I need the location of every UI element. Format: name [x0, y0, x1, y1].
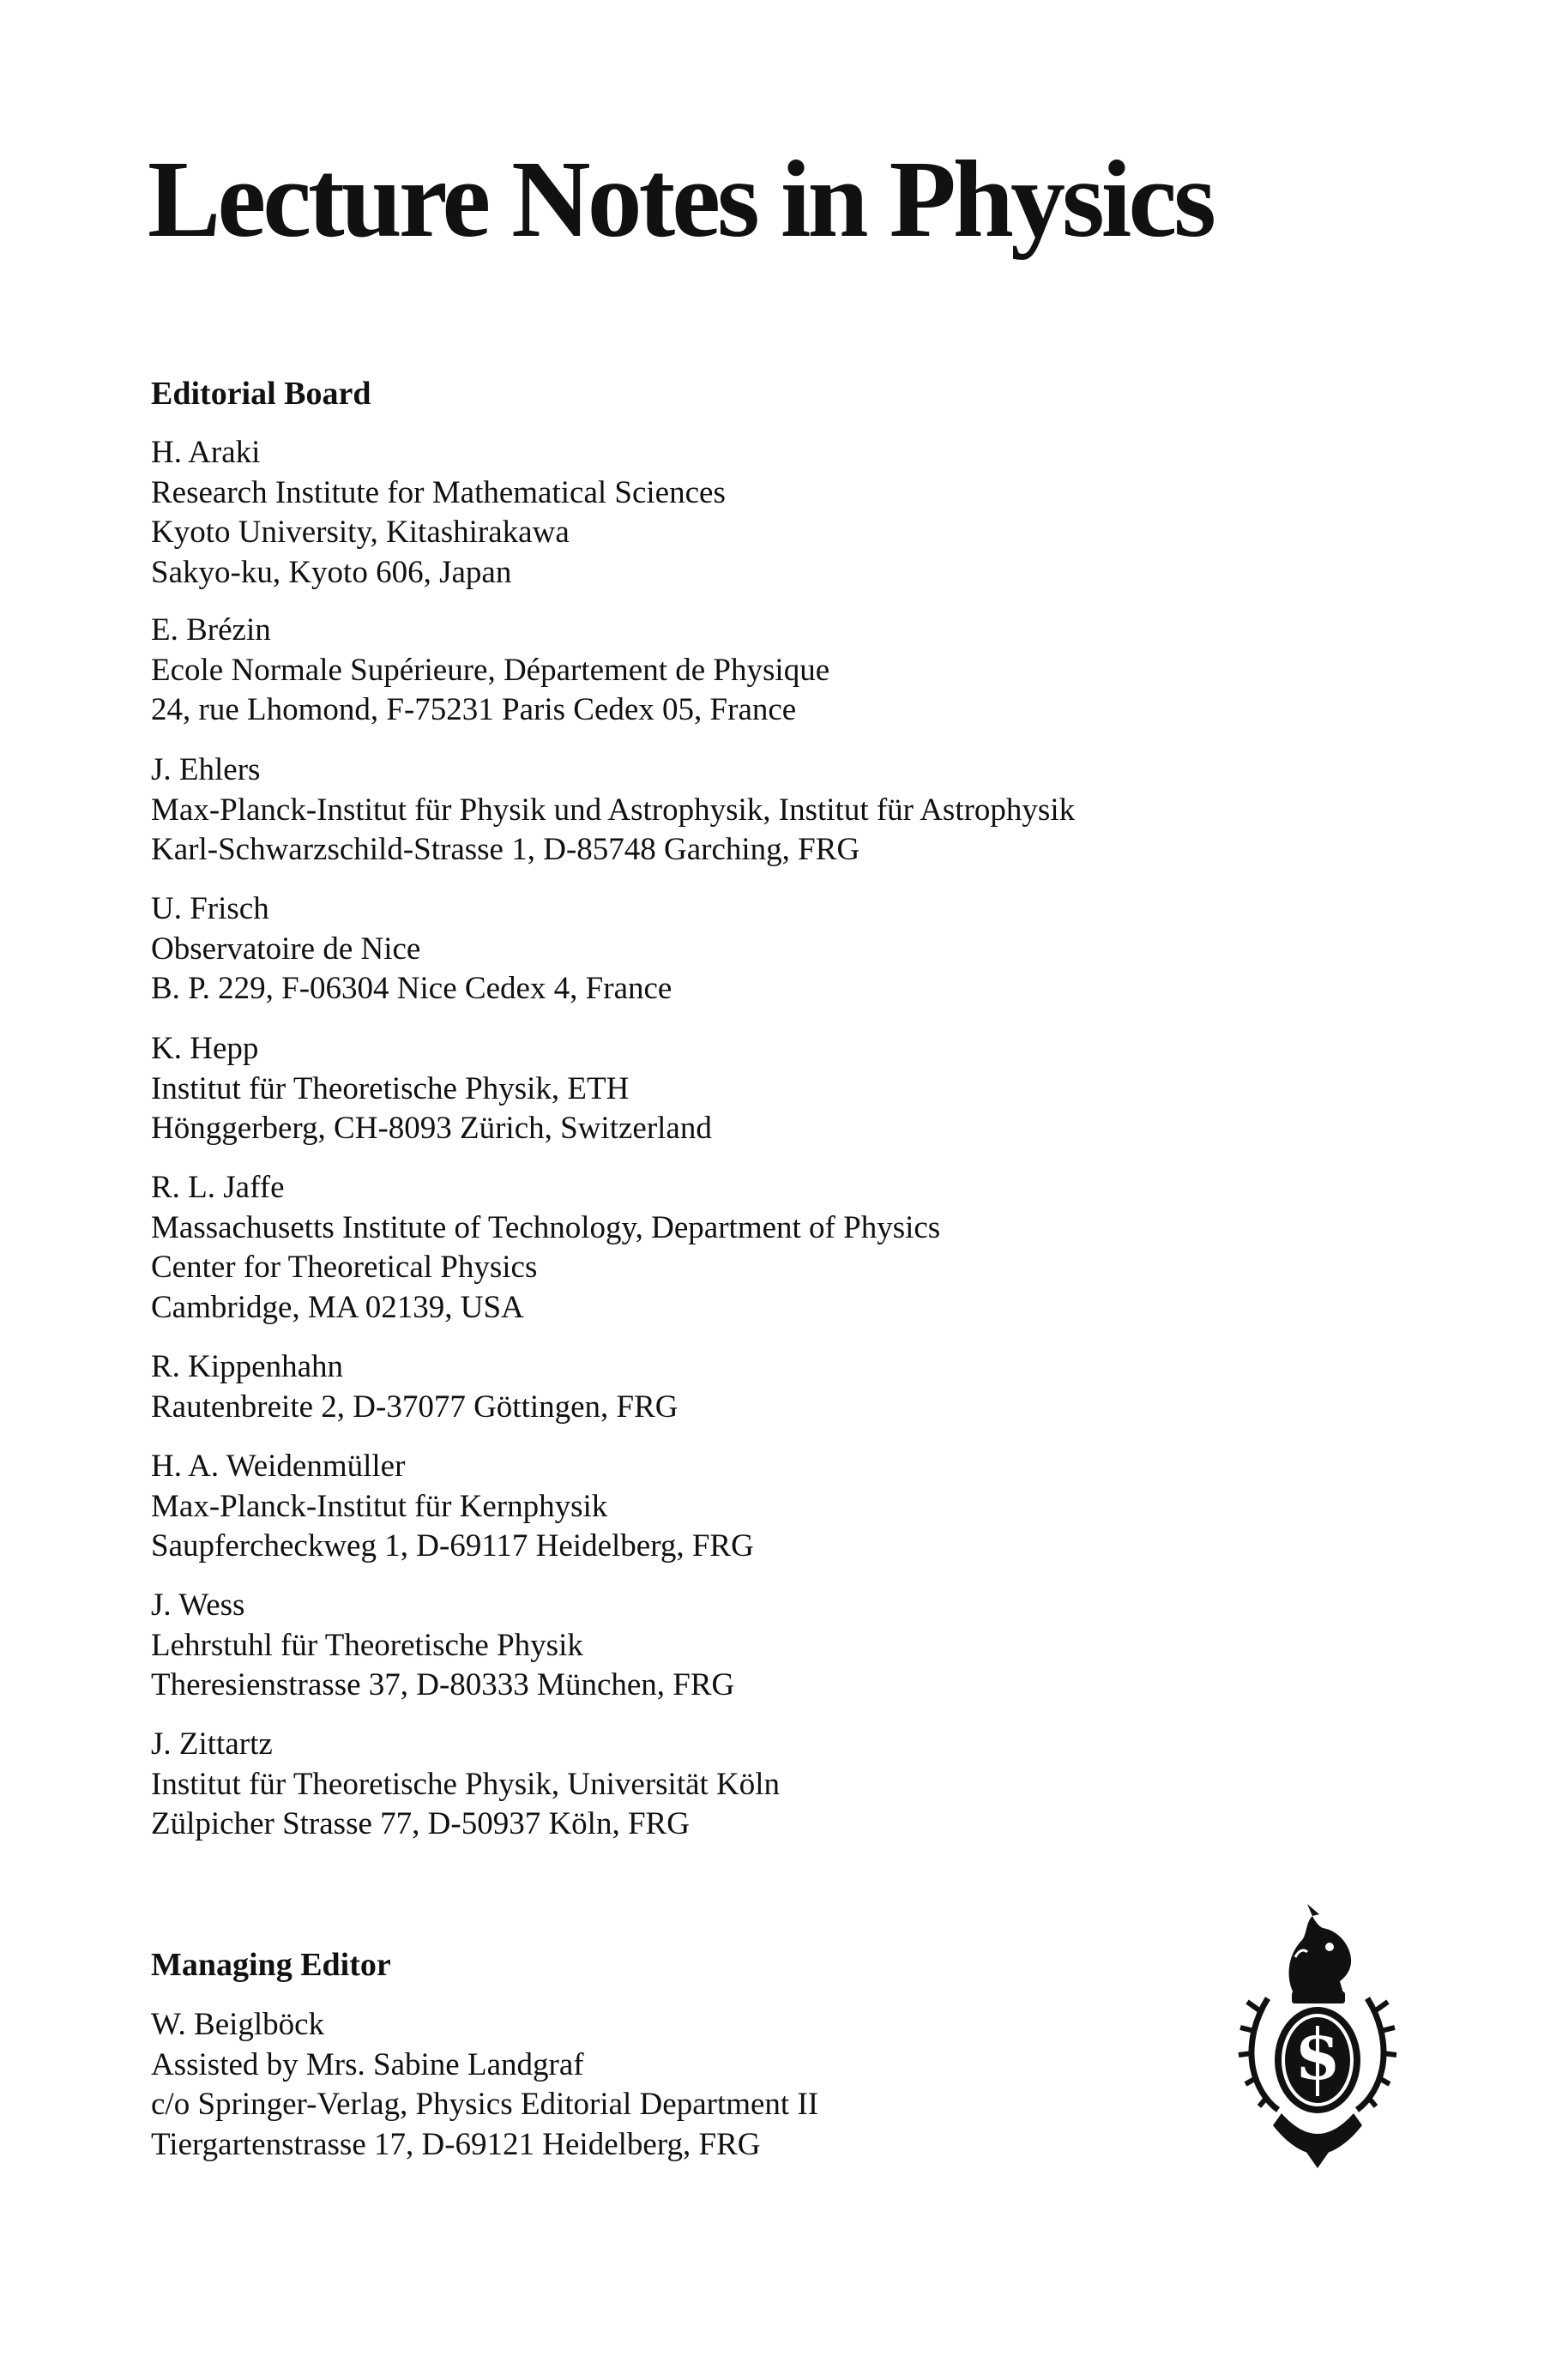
member-name: H. A. Weidenmüller [151, 1449, 406, 1484]
managing-editor-entry [151, 2005, 818, 2165]
member-affiliation-line: 24, rue Lhomond, F-75231 Paris Cedex 05, France [151, 692, 797, 727]
member-name: H. Araki [151, 435, 261, 470]
member-affiliation-line: Institut für Theoretische Physik, ETH [151, 1070, 630, 1106]
board-member-brezin [151, 611, 829, 731]
member-affiliation-line: Hönggerberg, CH-8093 Zürich, Switzerland [151, 1111, 712, 1146]
managing-editor-line: Tiergartenstrasse 17, D-69121 Heidelberg, FRG [151, 2126, 761, 2162]
managing-editor-name: W. Beiglböck [151, 2007, 325, 2042]
board-member-kippenhahn [151, 1347, 679, 1427]
board-member-zittartz [151, 1725, 780, 1845]
member-affiliation-line: Karl-Schwarzschild-Strasse 1, D-85748 Garching, FRG [151, 832, 860, 867]
member-affiliation-line: Ecole Normale Supérieure, Département de Physique [151, 652, 830, 688]
member-affiliation-line: B. P. 229, F-06304 Nice Cedex 4, France [151, 971, 672, 1006]
member-affiliation-line: Max-Planck-Institut für Physik und Astrophysik, Institut für Astrophysik [151, 792, 1076, 828]
board-member-weidenmueller [151, 1447, 754, 1567]
springer-chess-knight-logo-icon [1233, 1897, 1402, 2170]
editorial-board-heading: Editorial Board [151, 376, 371, 412]
member-name: R. L. Jaffe [151, 1170, 285, 1205]
board-member-frisch [151, 889, 672, 1009]
series-title: Lecture Notes in Physics [148, 138, 1213, 260]
member-affiliation-line: Center for Theoretical Physics [151, 1250, 538, 1285]
managing-editor-line: c/o Springer-Verlag, Physics Editorial Department II [151, 2087, 819, 2122]
member-name: J. Zittartz [151, 1726, 273, 1762]
member-name: E. Brézin [151, 612, 271, 648]
board-member-araki [151, 433, 726, 593]
managing-editor-line: Assisted by Mrs. Sabine Landgraf [151, 2046, 584, 2082]
member-affiliation-line: Rautenbreite 2, D-37077 Göttingen, FRG [151, 1389, 679, 1425]
board-member-hepp [151, 1029, 712, 1149]
member-affiliation-line: Observatoire de Nice [151, 931, 421, 967]
board-member-ehlers [151, 750, 1075, 871]
member-affiliation-line: Kyoto University, Kitashirakawa [151, 515, 570, 550]
member-name: R. Kippenhahn [151, 1349, 344, 1384]
member-affiliation-line: Massachusetts Institute of Technology, Department of Physics [151, 1209, 941, 1245]
member-affiliation-line: Sakyo-ku, Kyoto 606, Japan [151, 554, 512, 590]
member-affiliation-line: Research Institute for Mathematical Sciences [151, 474, 726, 510]
member-affiliation-line: Max-Planck-Institut für Kernphysik [151, 1488, 608, 1524]
member-affiliation-line: Institut für Theoretische Physik, Universität Köln [151, 1766, 781, 1802]
member-affiliation-line: Saupfercheckweg 1, D-69117 Heidelberg, FRG [151, 1528, 754, 1564]
member-affiliation-line: Cambridge, MA 02139, USA [151, 1289, 524, 1325]
logo-emblem-letter: S [1296, 2025, 1339, 2094]
member-affiliation-line: Lehrstuhl für Theoretische Physik [151, 1627, 583, 1663]
managing-editor-heading: Managing Editor [151, 1947, 391, 1983]
member-name: U. Frisch [151, 891, 269, 926]
member-name: J. Ehlers [151, 752, 261, 787]
board-member-wess [151, 1586, 734, 1706]
member-name: K. Hepp [151, 1031, 259, 1066]
board-member-jaffe [151, 1168, 940, 1328]
member-name: J. Wess [151, 1588, 245, 1623]
member-affiliation-line: Zülpicher Strasse 77, D-50937 Köln, FRG [151, 1806, 690, 1841]
member-affiliation-line: Theresienstrasse 37, D-80333 München, FRG [151, 1667, 735, 1702]
